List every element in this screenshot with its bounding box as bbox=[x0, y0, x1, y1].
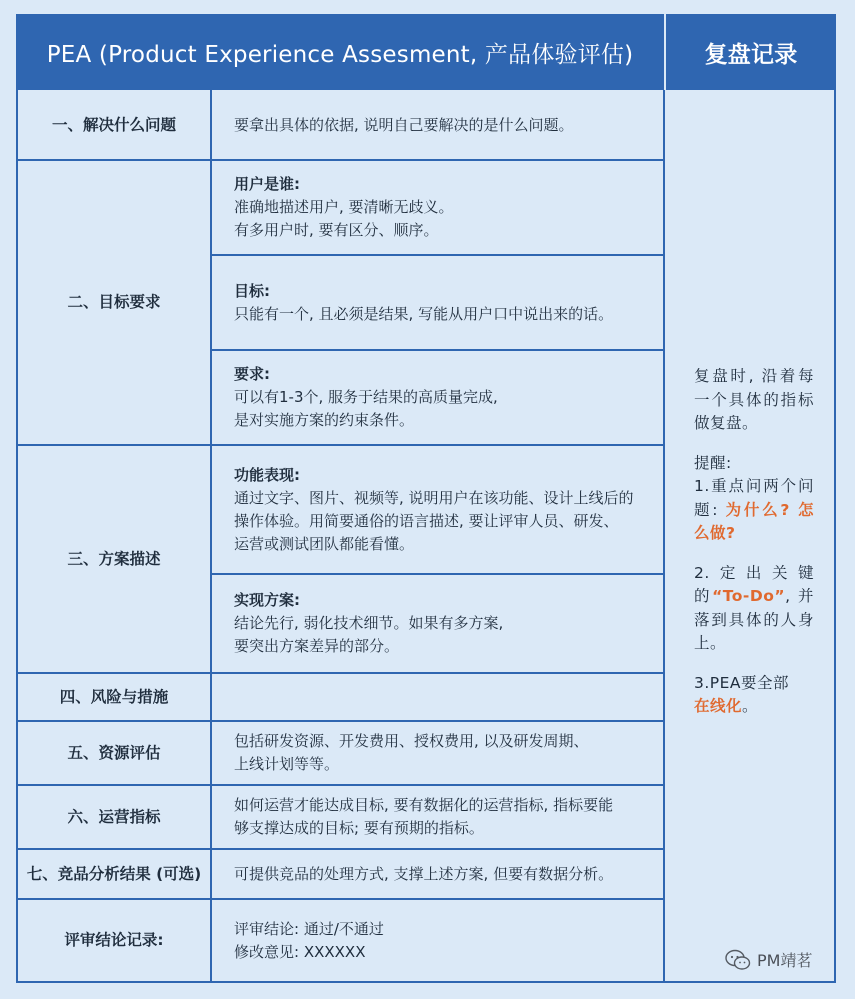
content-line: 修改意见: XXXXXX bbox=[234, 942, 366, 961]
review-note-2 bbox=[694, 452, 814, 546]
content-line: 评审结论: 通过/不通过 bbox=[234, 919, 384, 938]
content-line: 操作体验。用简要通俗的语言描述, 要让评审人员、研发、 bbox=[234, 511, 619, 530]
watermark-text: PM靖茗 bbox=[757, 951, 813, 970]
border-bottom bbox=[16, 981, 836, 983]
block-users bbox=[212, 161, 663, 254]
content-line: 要拿出具体的依据, 说明自己要解决的是什么问题。 bbox=[234, 116, 574, 134]
review-note-3 bbox=[694, 562, 814, 656]
reminder-text: 2.定出关键的 bbox=[694, 563, 814, 605]
row-label-metrics: 六、运营指标 bbox=[67, 807, 161, 826]
content-line: 只能有一个, 且必须是结果, 写能从用户口中说出来的话。 bbox=[234, 304, 614, 323]
row-label-resources: 五、资源评估 bbox=[67, 743, 161, 762]
content-line: 通过文字、图片、视频等, 说明用户在该功能、设计上线后的 bbox=[234, 488, 634, 507]
content-line: 够支撑达成的目标; 要有预期的指标。 bbox=[234, 819, 484, 837]
row-label-goals: 二、目标要求 bbox=[67, 293, 161, 311]
block-title: 要求: bbox=[234, 365, 270, 383]
row-label-competitors: 七、竞品分析结果 (可选) bbox=[26, 864, 202, 883]
row-label-risk: 四、风险与措施 bbox=[59, 687, 169, 706]
content-line: 有多用户时, 要有区分、顺序。 bbox=[234, 221, 439, 239]
wechat-icon bbox=[725, 949, 751, 971]
content-line: 如何运营才能达成目标, 要有数据化的运营指标, 指标要能 bbox=[234, 796, 614, 814]
table-header-pea: PEA (Product Experience Assesment, 产品体验评估) bbox=[16, 14, 664, 90]
review-notes bbox=[694, 365, 814, 735]
block-functionality bbox=[212, 446, 663, 573]
content-line: 上线计划等等。 bbox=[234, 755, 340, 773]
row-content-review bbox=[212, 900, 663, 981]
content-line: 准确地描述用户, 要清晰无歧义。 bbox=[234, 198, 454, 216]
review-note-4 bbox=[694, 672, 814, 719]
row-label-review: 评审结论记录: bbox=[64, 931, 164, 949]
reminder-highlight: “To-Do” bbox=[712, 587, 786, 605]
row-label-problem: 一、解决什么问题 bbox=[51, 116, 176, 134]
content-line: 要突出方案差异的部分。 bbox=[234, 637, 400, 655]
reminder-highlight: 为什么? 怎么做? bbox=[694, 500, 814, 542]
content-line: 是对实施方案的约束条件。 bbox=[234, 411, 415, 429]
row-content-resources bbox=[212, 722, 663, 784]
block-requirements bbox=[212, 351, 663, 444]
block-title: 目标: bbox=[234, 281, 270, 300]
block-title: 功能表现: bbox=[234, 465, 300, 484]
content-line: 运营或测试团队都能看懂。 bbox=[234, 534, 415, 553]
block-implementation bbox=[212, 575, 663, 672]
reminder-text: 。 bbox=[742, 697, 759, 715]
table-header-review: 复盘记录 bbox=[666, 14, 836, 90]
content-line: 可提供竞品的处理方式, 支撑上述方案, 但要有数据分析。 bbox=[234, 864, 614, 883]
row-content-metrics bbox=[212, 786, 663, 848]
row-content-problem bbox=[212, 92, 663, 159]
block-title: 实现方案: bbox=[234, 591, 300, 609]
review-note-1: 复盘时, 沿着每一个具体的指标做复盘。 bbox=[694, 367, 814, 432]
content-line: 可以有1-3个, 服务于结果的高质量完成, bbox=[234, 388, 498, 406]
row-label-solution: 三、方案描述 bbox=[67, 549, 161, 568]
reminder-label: 提醒: bbox=[694, 453, 732, 472]
watermark bbox=[725, 948, 812, 971]
content-line: 包括研发资源、开发费用、授权费用, 以及研发周期、 bbox=[234, 732, 589, 750]
block-title: 用户是谁: bbox=[234, 175, 300, 193]
reminder-text: , 并落到具体的人身上。 bbox=[694, 587, 814, 652]
reminder-text: 3.PEA要全部 bbox=[694, 673, 790, 692]
reminder-highlight: 在线化 bbox=[694, 697, 743, 715]
row-content-competitors bbox=[212, 850, 663, 898]
border-right bbox=[834, 90, 836, 983]
block-goal bbox=[212, 256, 663, 349]
content-line: 结论先行, 弱化技术细节。如果有多方案, bbox=[234, 614, 504, 632]
reminder-text: 1.重点问两个问题: bbox=[694, 477, 814, 519]
